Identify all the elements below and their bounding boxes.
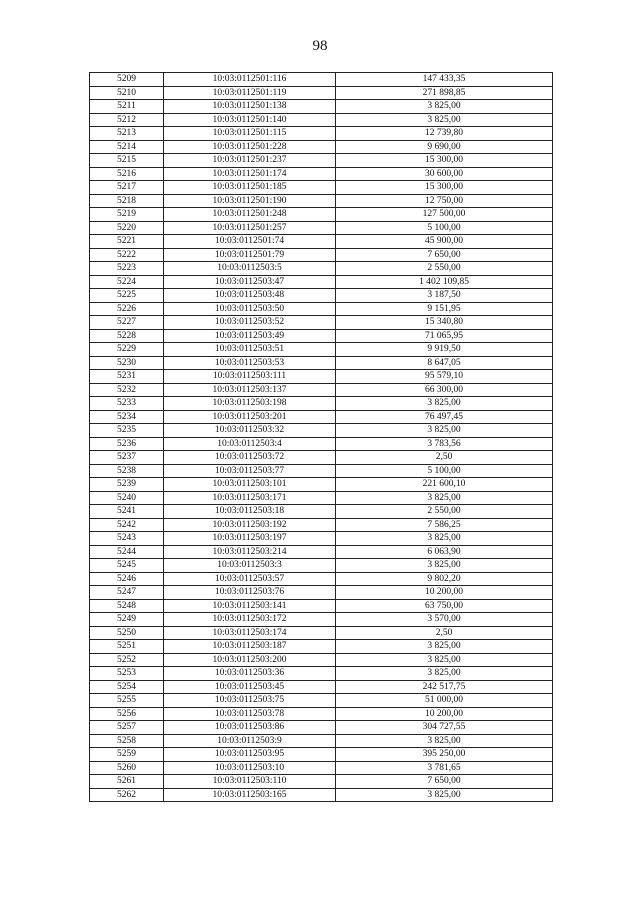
table-row (90, 518, 553, 532)
cadastral-number-cell: 10:03:0112503:9 (164, 734, 336, 748)
row-number-cell: 5249 (90, 613, 164, 627)
table-row (90, 167, 553, 181)
value-cell: 51 000,00 (336, 694, 553, 708)
row-number-cell: 5238 (90, 464, 164, 478)
table-row (90, 707, 553, 721)
table-row (90, 613, 553, 627)
table-row (90, 451, 553, 465)
cadastral-number-cell: 10:03:0112503:201 (164, 410, 336, 424)
value-cell: 147 433,35 (336, 73, 553, 87)
cadastral-number-cell: 10:03:0112501:115 (164, 127, 336, 141)
table-row (90, 73, 553, 87)
row-number-cell: 5209 (90, 73, 164, 87)
row-number-cell: 5217 (90, 181, 164, 195)
row-number-cell: 5246 (90, 572, 164, 586)
page-number: 98 (312, 38, 328, 54)
cadastral-number-cell: 10:03:0112503:86 (164, 721, 336, 735)
cadastral-number-cell: 10:03:0112503:172 (164, 613, 336, 627)
cadastral-number-cell: 10:03:0112503:36 (164, 667, 336, 681)
value-cell: 3 783,56 (336, 437, 553, 451)
cadastral-number-cell: 10:03:0112503:101 (164, 478, 336, 492)
table-row (90, 194, 553, 208)
row-number-cell: 5239 (90, 478, 164, 492)
row-number-cell: 5242 (90, 518, 164, 532)
value-cell: 3 825,00 (336, 491, 553, 505)
table-row (90, 532, 553, 546)
table-row (90, 775, 553, 789)
cadastral-number-cell: 10:03:0112503:50 (164, 302, 336, 316)
value-cell: 15 300,00 (336, 181, 553, 195)
table-row (90, 464, 553, 478)
value-cell: 3 825,00 (336, 640, 553, 654)
row-number-cell: 5236 (90, 437, 164, 451)
row-number-cell: 5212 (90, 113, 164, 127)
value-cell: 3 825,00 (336, 532, 553, 546)
table-row (90, 329, 553, 343)
cadastral-number-cell: 10:03:0112503:4 (164, 437, 336, 451)
cadastral-number-cell: 10:03:0112503:187 (164, 640, 336, 654)
table-row (90, 545, 553, 559)
table-row (90, 86, 553, 100)
table-row (90, 653, 553, 667)
value-cell: 9 919,50 (336, 343, 553, 357)
table-row (90, 221, 553, 235)
cadastral-number-cell: 10:03:0112503:200 (164, 653, 336, 667)
cadastral-number-cell: 10:03:0112503:47 (164, 275, 336, 289)
row-number-cell: 5222 (90, 248, 164, 262)
row-number-cell: 5255 (90, 694, 164, 708)
table-row (90, 113, 553, 127)
row-number-cell: 5234 (90, 410, 164, 424)
table-body (90, 73, 553, 802)
value-cell: 3 825,00 (336, 667, 553, 681)
value-cell: 8 647,05 (336, 356, 553, 370)
cadastral-number-cell: 10:03:0112503:165 (164, 788, 336, 802)
table-row (90, 316, 553, 330)
row-number-cell: 5210 (90, 86, 164, 100)
cadastral-number-cell: 10:03:0112501:74 (164, 235, 336, 249)
value-cell: 95 579,10 (336, 370, 553, 384)
row-number-cell: 5259 (90, 748, 164, 762)
value-cell: 3 187,50 (336, 289, 553, 303)
table-row (90, 626, 553, 640)
cadastral-number-cell: 10:03:0112503:174 (164, 626, 336, 640)
table-row (90, 640, 553, 654)
cadastral-number-cell: 10:03:0112503:45 (164, 680, 336, 694)
value-cell: 9 151,95 (336, 302, 553, 316)
cadastral-number-cell: 10:03:0112501:138 (164, 100, 336, 114)
table-row (90, 343, 553, 357)
value-cell: 3 825,00 (336, 788, 553, 802)
cadastral-number-cell: 10:03:0112501:190 (164, 194, 336, 208)
value-cell: 12 739,80 (336, 127, 553, 141)
cadastral-number-cell: 10:03:0112503:77 (164, 464, 336, 478)
value-cell: 304 727,55 (336, 721, 553, 735)
cadastral-number-cell: 10:03:0112503:198 (164, 397, 336, 411)
table-row (90, 397, 553, 411)
cadastral-number-cell: 10:03:0112503:75 (164, 694, 336, 708)
value-cell: 7 586,25 (336, 518, 553, 532)
row-number-cell: 5231 (90, 370, 164, 384)
value-cell: 45 900,00 (336, 235, 553, 249)
cadastral-number-cell: 10:03:0112503:214 (164, 545, 336, 559)
cadastral-number-cell: 10:03:0112501:228 (164, 140, 336, 154)
row-number-cell: 5244 (90, 545, 164, 559)
table-row (90, 721, 553, 735)
cadastral-number-cell: 10:03:0112503:111 (164, 370, 336, 384)
row-number-cell: 5248 (90, 599, 164, 613)
cadastral-number-cell: 10:03:0112501:116 (164, 73, 336, 87)
table-row (90, 437, 553, 451)
cadastral-number-cell: 10:03:0112503:78 (164, 707, 336, 721)
cadastral-number-cell: 10:03:0112501:174 (164, 167, 336, 181)
value-cell: 3 825,00 (336, 113, 553, 127)
row-number-cell: 5220 (90, 221, 164, 235)
row-number-cell: 5214 (90, 140, 164, 154)
row-number-cell: 5216 (90, 167, 164, 181)
row-number-cell: 5237 (90, 451, 164, 465)
cadastral-number-cell: 10:03:0112503:110 (164, 775, 336, 789)
value-cell: 71 065,95 (336, 329, 553, 343)
row-number-cell: 5226 (90, 302, 164, 316)
row-number-cell: 5221 (90, 235, 164, 249)
table-row (90, 356, 553, 370)
value-cell: 1 402 109,85 (336, 275, 553, 289)
row-number-cell: 5260 (90, 761, 164, 775)
row-number-cell: 5247 (90, 586, 164, 600)
value-cell: 3 825,00 (336, 397, 553, 411)
cadastral-number-cell: 10:03:0112503:53 (164, 356, 336, 370)
value-cell: 395 250,00 (336, 748, 553, 762)
row-number-cell: 5211 (90, 100, 164, 114)
value-cell: 10 200,00 (336, 707, 553, 721)
table-row (90, 100, 553, 114)
table-row (90, 248, 553, 262)
table-row (90, 761, 553, 775)
table-row (90, 154, 553, 168)
table-row (90, 572, 553, 586)
cadastral-number-cell: 10:03:0112503:141 (164, 599, 336, 613)
table-row (90, 208, 553, 222)
table-row (90, 559, 553, 573)
table-row (90, 289, 553, 303)
table-row (90, 505, 553, 519)
row-number-cell: 5261 (90, 775, 164, 789)
value-cell: 15 300,00 (336, 154, 553, 168)
cadastral-number-cell: 10:03:0112503:192 (164, 518, 336, 532)
cadastral-number-cell: 10:03:0112503:10 (164, 761, 336, 775)
table-row (90, 734, 553, 748)
cadastral-number-cell: 10:03:0112501:140 (164, 113, 336, 127)
row-number-cell: 5229 (90, 343, 164, 357)
value-cell: 3 825,00 (336, 559, 553, 573)
cadastral-number-cell: 10:03:0112503:171 (164, 491, 336, 505)
table-row (90, 680, 553, 694)
row-number-cell: 5241 (90, 505, 164, 519)
cadastral-number-cell: 10:03:0112503:48 (164, 289, 336, 303)
row-number-cell: 5253 (90, 667, 164, 681)
row-number-cell: 5245 (90, 559, 164, 573)
value-cell: 5 100,00 (336, 221, 553, 235)
value-cell: 221 600,10 (336, 478, 553, 492)
row-number-cell: 5230 (90, 356, 164, 370)
cadastral-number-cell: 10:03:0112503:32 (164, 424, 336, 438)
row-number-cell: 5213 (90, 127, 164, 141)
table-row (90, 424, 553, 438)
table-row (90, 599, 553, 613)
value-cell: 3 825,00 (336, 100, 553, 114)
value-cell: 30 600,00 (336, 167, 553, 181)
cadastral-number-cell: 10:03:0112503:72 (164, 451, 336, 465)
value-cell: 2 550,00 (336, 505, 553, 519)
cadastral-number-cell: 10:03:0112503:49 (164, 329, 336, 343)
cadastral-number-cell: 10:03:0112503:57 (164, 572, 336, 586)
cadastral-number-cell: 10:03:0112501:248 (164, 208, 336, 222)
table-row (90, 586, 553, 600)
table-row (90, 748, 553, 762)
value-cell: 3 570,00 (336, 613, 553, 627)
cadastral-number-cell: 10:03:0112503:3 (164, 559, 336, 573)
cadastral-number-cell: 10:03:0112503:95 (164, 748, 336, 762)
cadastral-number-cell: 10:03:0112503:18 (164, 505, 336, 519)
table-row (90, 275, 553, 289)
value-cell: 2,50 (336, 626, 553, 640)
value-cell: 5 100,00 (336, 464, 553, 478)
value-cell: 10 200,00 (336, 586, 553, 600)
value-cell: 3 825,00 (336, 653, 553, 667)
value-cell: 3 825,00 (336, 424, 553, 438)
row-number-cell: 5252 (90, 653, 164, 667)
value-cell: 7 650,00 (336, 248, 553, 262)
table-row (90, 694, 553, 708)
row-number-cell: 5250 (90, 626, 164, 640)
value-cell: 9 690,00 (336, 140, 553, 154)
row-number-cell: 5215 (90, 154, 164, 168)
value-cell: 2 550,00 (336, 262, 553, 276)
row-number-cell: 5235 (90, 424, 164, 438)
table-row (90, 491, 553, 505)
value-cell: 7 650,00 (336, 775, 553, 789)
table-row (90, 235, 553, 249)
row-number-cell: 5233 (90, 397, 164, 411)
row-number-cell: 5228 (90, 329, 164, 343)
value-cell: 6 063,90 (336, 545, 553, 559)
value-cell: 15 340,80 (336, 316, 553, 330)
table-row (90, 127, 553, 141)
cadastral-number-cell: 10:03:0112503:5 (164, 262, 336, 276)
row-number-cell: 5256 (90, 707, 164, 721)
table-row (90, 370, 553, 384)
row-number-cell: 5262 (90, 788, 164, 802)
value-cell: 127 500,00 (336, 208, 553, 222)
cadastral-number-cell: 10:03:0112503:51 (164, 343, 336, 357)
row-number-cell: 5254 (90, 680, 164, 694)
row-number-cell: 5240 (90, 491, 164, 505)
value-cell: 76 497,45 (336, 410, 553, 424)
row-number-cell: 5219 (90, 208, 164, 222)
table-row (90, 410, 553, 424)
table-row (90, 140, 553, 154)
row-number-cell: 5218 (90, 194, 164, 208)
data-table (89, 72, 553, 802)
row-number-cell: 5223 (90, 262, 164, 276)
table-row (90, 667, 553, 681)
value-cell: 66 300,00 (336, 383, 553, 397)
table-row (90, 262, 553, 276)
row-number-cell: 5225 (90, 289, 164, 303)
table-container (89, 72, 553, 802)
cadastral-number-cell: 10:03:0112501:257 (164, 221, 336, 235)
row-number-cell: 5232 (90, 383, 164, 397)
row-number-cell: 5224 (90, 275, 164, 289)
table-row (90, 383, 553, 397)
cadastral-number-cell: 10:03:0112501:185 (164, 181, 336, 195)
value-cell: 12 750,00 (336, 194, 553, 208)
value-cell: 63 750,00 (336, 599, 553, 613)
cadastral-number-cell: 10:03:0112501:79 (164, 248, 336, 262)
row-number-cell: 5258 (90, 734, 164, 748)
value-cell: 9 802,20 (336, 572, 553, 586)
value-cell: 242 517,75 (336, 680, 553, 694)
row-number-cell: 5243 (90, 532, 164, 546)
cadastral-number-cell: 10:03:0112503:52 (164, 316, 336, 330)
table-row (90, 478, 553, 492)
row-number-cell: 5251 (90, 640, 164, 654)
cadastral-number-cell: 10:03:0112503:137 (164, 383, 336, 397)
cadastral-number-cell: 10:03:0112501:237 (164, 154, 336, 168)
cadastral-number-cell: 10:03:0112503:197 (164, 532, 336, 546)
value-cell: 3 781,65 (336, 761, 553, 775)
row-number-cell: 5257 (90, 721, 164, 735)
cadastral-number-cell: 10:03:0112501:119 (164, 86, 336, 100)
table-row (90, 302, 553, 316)
value-cell: 271 898,85 (336, 86, 553, 100)
table-row (90, 181, 553, 195)
row-number-cell: 5227 (90, 316, 164, 330)
table-row (90, 788, 553, 802)
value-cell: 2,50 (336, 451, 553, 465)
value-cell: 3 825,00 (336, 734, 553, 748)
cadastral-number-cell: 10:03:0112503:76 (164, 586, 336, 600)
